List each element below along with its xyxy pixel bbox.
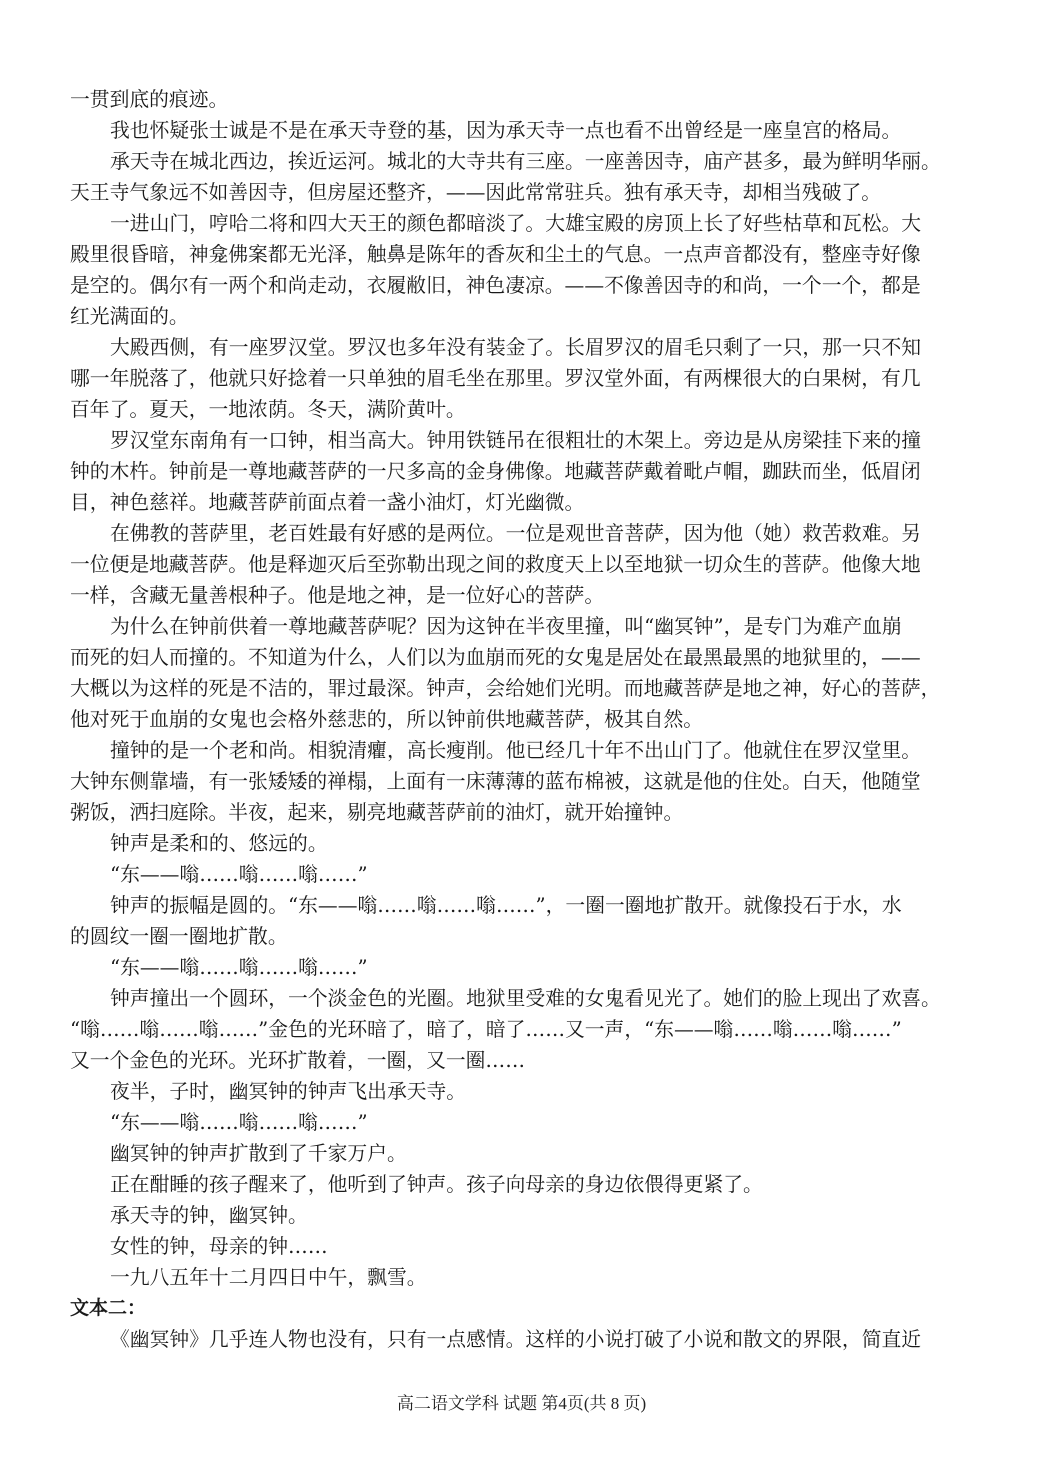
text-line: 幽冥钟的钟声扩散到了千家万户。 [110, 1142, 407, 1165]
text-line: 而死的妇人而撞的。不知道为什么，人们以为血崩而死的女鬼是居处在最黑最黑的地狱里的，—— [70, 646, 921, 669]
text-line: “嗡……嗡……嗡……”金色的光环暗了，暗了，暗了……又一声，“东——嗡……嗡……嗡……” [70, 1018, 902, 1041]
text-line: “东——嗡……嗡……嗡……” [110, 863, 368, 886]
text-line: 承天寺的钟，幽冥钟。 [110, 1204, 308, 1227]
text-line: “东——嗡……嗡……嗡……” [110, 956, 368, 979]
text-line: 红光满面的。 [70, 305, 189, 328]
section-heading: 文本二： [70, 1297, 147, 1319]
text-line: 殿里很昏暗，神龛佛案都无光泽，触鼻是陈年的香灰和尘土的气息。一点声音都没有，整座寺好像 [70, 243, 921, 266]
text-line: 撞钟的是一个老和尚。相貌清癯，高长瘦削。他已经几十年不出山门了。他就住在罗汉堂里。 [110, 739, 922, 762]
section-first-line: 《幽冥钟》几乎连人物也没有，只有一点感情。这样的小说打破了小说和散文的界限，简直近 [110, 1328, 922, 1351]
text-line: 夜半，子时，幽冥钟的钟声飞出承天寺。 [110, 1080, 467, 1103]
text-line: “东——嗡……嗡……嗡……” [110, 1111, 368, 1134]
text-line: 钟声撞出一个圆环，一个淡金色的光圈。地狱里受难的女鬼看见光了。她们的脸上现出了欢喜。 [110, 987, 941, 1010]
text-line: 一进山门，哼哈二将和四大天王的颜色都暗淡了。大雄宝殿的房顶上长了好些枯草和瓦松。大 [110, 212, 922, 235]
text-line: 罗汉堂东南角有一口钟，相当高大。钟用铁链吊在很粗壮的木架上。旁边是从房梁挂下来的撞 [110, 429, 922, 452]
story-text [70, 84, 972, 1293]
text-line: 一位便是地藏菩萨。他是释迦灭后至弥勒出现之间的救度天上以至地狱一切众生的菩萨。他像大地 [70, 553, 921, 576]
text-line: 他对死于血崩的女鬼也会格外慈悲的，所以钟前供地藏菩萨，极其自然。 [70, 708, 704, 731]
text-line: 钟声的振幅是圆的。“东——嗡……嗡……嗡……”，一圈一圈地扩散开。就像投石于水，水 [110, 894, 902, 917]
text-line: 大钟东侧靠墙，有一张矮矮的禅榻，上面有一床薄薄的蓝布棉被，这就是他的住处。白天，他随堂 [70, 770, 921, 793]
text-line: 百年了。夏天，一地浓荫。冬天，满阶黄叶。 [70, 398, 466, 421]
text-line: 的圆纹一圈一圈地扩散。 [70, 925, 288, 948]
text-line: 承天寺在城北西边，挨近运河。城北的大寺共有三座。一座善因寺，庙产甚多，最为鲜明华丽。 [110, 150, 941, 173]
text-line: 是空的。偶尔有一两个和尚走动，衣履敝旧，神色凄凉。——不像善因寺的和尚，一个一个，都是 [70, 274, 921, 297]
text-line: 一九八五年十二月四日中午，飘雪。 [110, 1266, 427, 1289]
text-line: 钟的木杵。钟前是一尊地藏菩萨的一尺多高的金身佛像。地藏菩萨戴着毗卢帽，跏趺而坐，低眉闭 [70, 460, 921, 483]
text-line: 正在酣睡的孩子醒来了，他听到了钟声。孩子向母亲的身边依偎得更紧了。 [110, 1173, 763, 1196]
text-line: 大概以为这样的死是不洁的，罪过最深。钟声，会给她们光明。而地藏菩萨是地之神，好心的菩萨， [70, 677, 941, 700]
page-footer: 高二语文学科 试题 第4页(共 8 页) [396, 1394, 647, 1413]
text-line: 大殿西侧，有一座罗汉堂。罗汉也多年没有装金了。长眉罗汉的眉毛只剩了一只，那一只不知 [110, 336, 922, 359]
document-body [70, 84, 972, 1355]
text-line: 为什么在钟前供着一尊地藏菩萨呢？因为这钟在半夜里撞，叫“幽冥钟”，是专门为难产血崩 [110, 615, 902, 638]
text-line: 一样，含藏无量善根种子。他是地之神，是一位好心的菩萨。 [70, 584, 605, 607]
text-line: 天王寺气象远不如善因寺，但房屋还整齐，——因此常常驻兵。独有承天寺，却相当残破了。 [70, 181, 882, 204]
text-line: 目，神色慈祥。地藏菩萨前面点着一盏小油灯，灯光幽微。 [70, 491, 585, 514]
text-line: 又一个金色的光环。光环扩散着，一圈，又一圈…… [70, 1049, 525, 1072]
text-line: 我也怀疑张士诚是不是在承天寺登的基，因为承天寺一点也看不出曾经是一座皇宫的格局。 [110, 119, 902, 142]
text-line: 女性的钟，母亲的钟…… [110, 1235, 328, 1258]
text-line: 钟声是柔和的、悠远的。 [110, 832, 328, 855]
text-line: 哪一年脱落了，他就只好捻着一只单独的眉毛坐在那里。罗汉堂外面，有两棵很大的白果树，有几 [70, 367, 921, 390]
text-line: 粥饭，洒扫庭除。半夜，起来，剔亮地藏菩萨前的油灯，就开始撞钟。 [70, 801, 684, 824]
text-line: 一贯到底的痕迹。 [70, 88, 229, 111]
text-line: 在佛教的菩萨里，老百姓最有好感的是两位。一位是观世音菩萨，因为他（她）救苦救难。另 [110, 522, 922, 545]
